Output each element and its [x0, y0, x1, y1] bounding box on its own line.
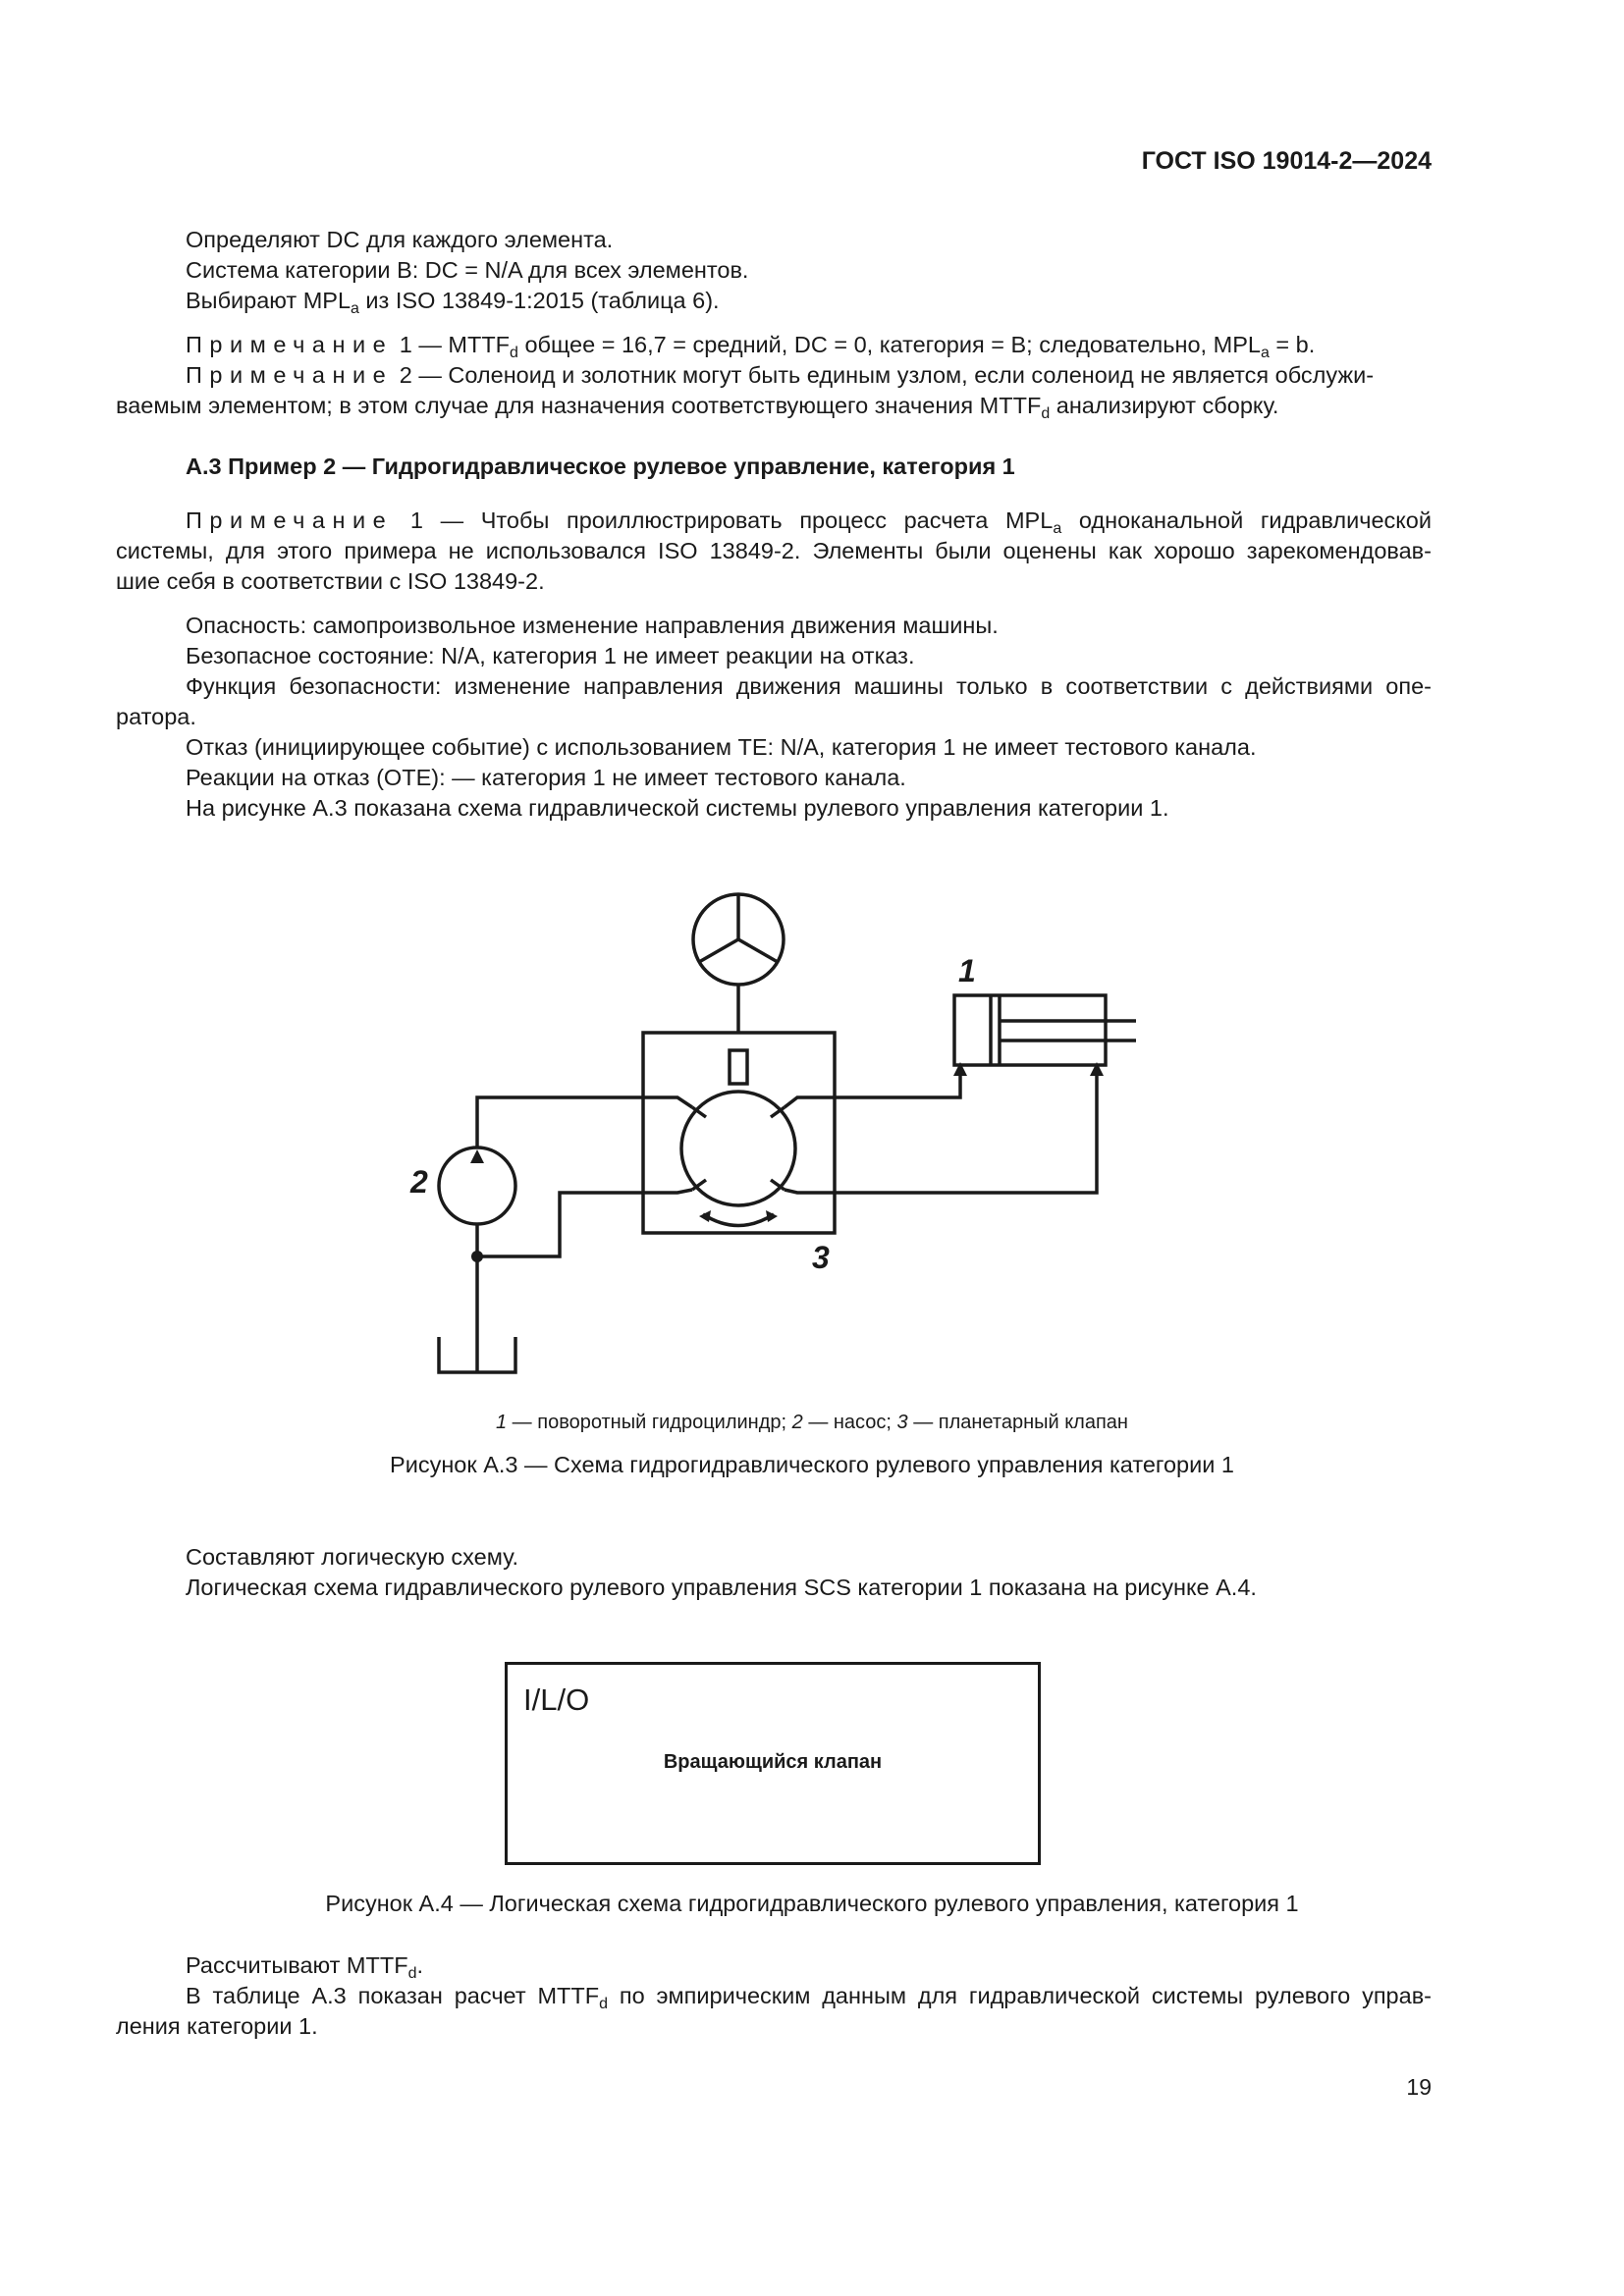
text-line: Система категории B: DC = N/A для всех элементов.	[186, 257, 749, 283]
diagram-label-valve: 3	[812, 1240, 830, 1275]
text-line: Определяют DC для каждого элемента.	[186, 227, 614, 252]
figure-caption: Рисунок A.3 — Схема гидрогидравлического рулевого управления категории 1	[390, 1452, 1234, 1477]
logic-block-label: Вращающийся клапан	[663, 1751, 883, 1773]
text-line: Функция безопасности: изменение направления движения машины только в соответствии с действиями опе-	[186, 673, 1432, 699]
text-line: На рисунке A.3 показана схема гидравлической системы рулевого управления категории 1.	[186, 795, 1169, 821]
text-line: Безопасное состояние: N/A, категория 1 не имеет реакции на отказ.	[186, 643, 915, 668]
text-line: ления категории 1.	[116, 2013, 318, 2039]
text-line: В таблице A.3 показан расчет $MTTF_d$ по эмпирическим данным для гидравлической системы рулевого управ-	[186, 1983, 1433, 2013]
text-line: Рассчитывают $MTTF_d$.	[186, 1952, 423, 1983]
note-line: ваемым элементом; в этом случае для назначения соответствующего значения $MTTF_d$ анализируют сборку.	[116, 393, 1279, 423]
page-number: 19	[1406, 2074, 1432, 2100]
figure-legend: 1 — поворотный гидроцилиндр; 2 — насос; 3 — планетарный клапан	[496, 1412, 1128, 1433]
text-line: Опасность: самопроизвольное изменение направления движения машины.	[186, 613, 999, 638]
text-line: Выбирают $MPL_a$ из ISO 13849-1:2015 (таблица 6).	[186, 288, 720, 318]
note-line: шие себя в соответствии с ISO 13849-2.	[116, 568, 545, 594]
note-line: системы, для этого примера не использовался ISO 13849-2. Элементы были оценены как хорошо зарекомендовав-	[116, 538, 1432, 563]
note-line: Примечание 1 — Чтобы проиллюстрировать процесс расчета $MPL_a$ одноканальной гидравлической	[186, 507, 1433, 538]
text-line: Отказ (инициирующее событие) с использованием TE: N/A, категория 1 не имеет тестового канала.	[186, 734, 1257, 760]
text-line: ратора.	[116, 704, 196, 729]
text-line: Составляют логическую схему.	[186, 1544, 519, 1570]
figure-caption: Рисунок A.4 — Логическая схема гидрогидравлического рулевого управления, категория 1	[325, 1891, 1299, 1916]
cylinder-symbol	[954, 995, 1106, 1065]
text-line: Логическая схема гидравлического рулевого управления SCS категории 1 показана на рисунке A.4.	[186, 1575, 1257, 1600]
document-header: ГОСТ ISO 19014-2—2024	[1141, 147, 1432, 175]
logic-block-tag: I/L/O	[523, 1682, 590, 1717]
text-line: Реакции на отказ (OTE): — категория 1 не имеет тестового канала.	[186, 765, 906, 790]
note-line: Примечание 1 — $MTTF_d$ общее = 16,7 = средний, DC = 0, категория = B; следовательно, $MPL_a = b$.	[186, 332, 1316, 362]
note-line: Примечание 2 — Соленоид и золотник могут быть единым узлом, если соленоид не является обслужи-	[186, 362, 1375, 388]
hydraulic-diagram	[393, 874, 1159, 1394]
valve-block	[643, 1033, 835, 1233]
section-heading: A.3 Пример 2 — Гидрогидравлическое рулевое управление, категория 1	[186, 454, 1015, 479]
rotary-valve-symbol	[681, 1092, 795, 1205]
logic-diagram-box	[505, 1662, 1041, 1865]
diagram-label-pump: 2	[410, 1164, 428, 1200]
diagram-label-cylinder: 1	[958, 953, 976, 988]
